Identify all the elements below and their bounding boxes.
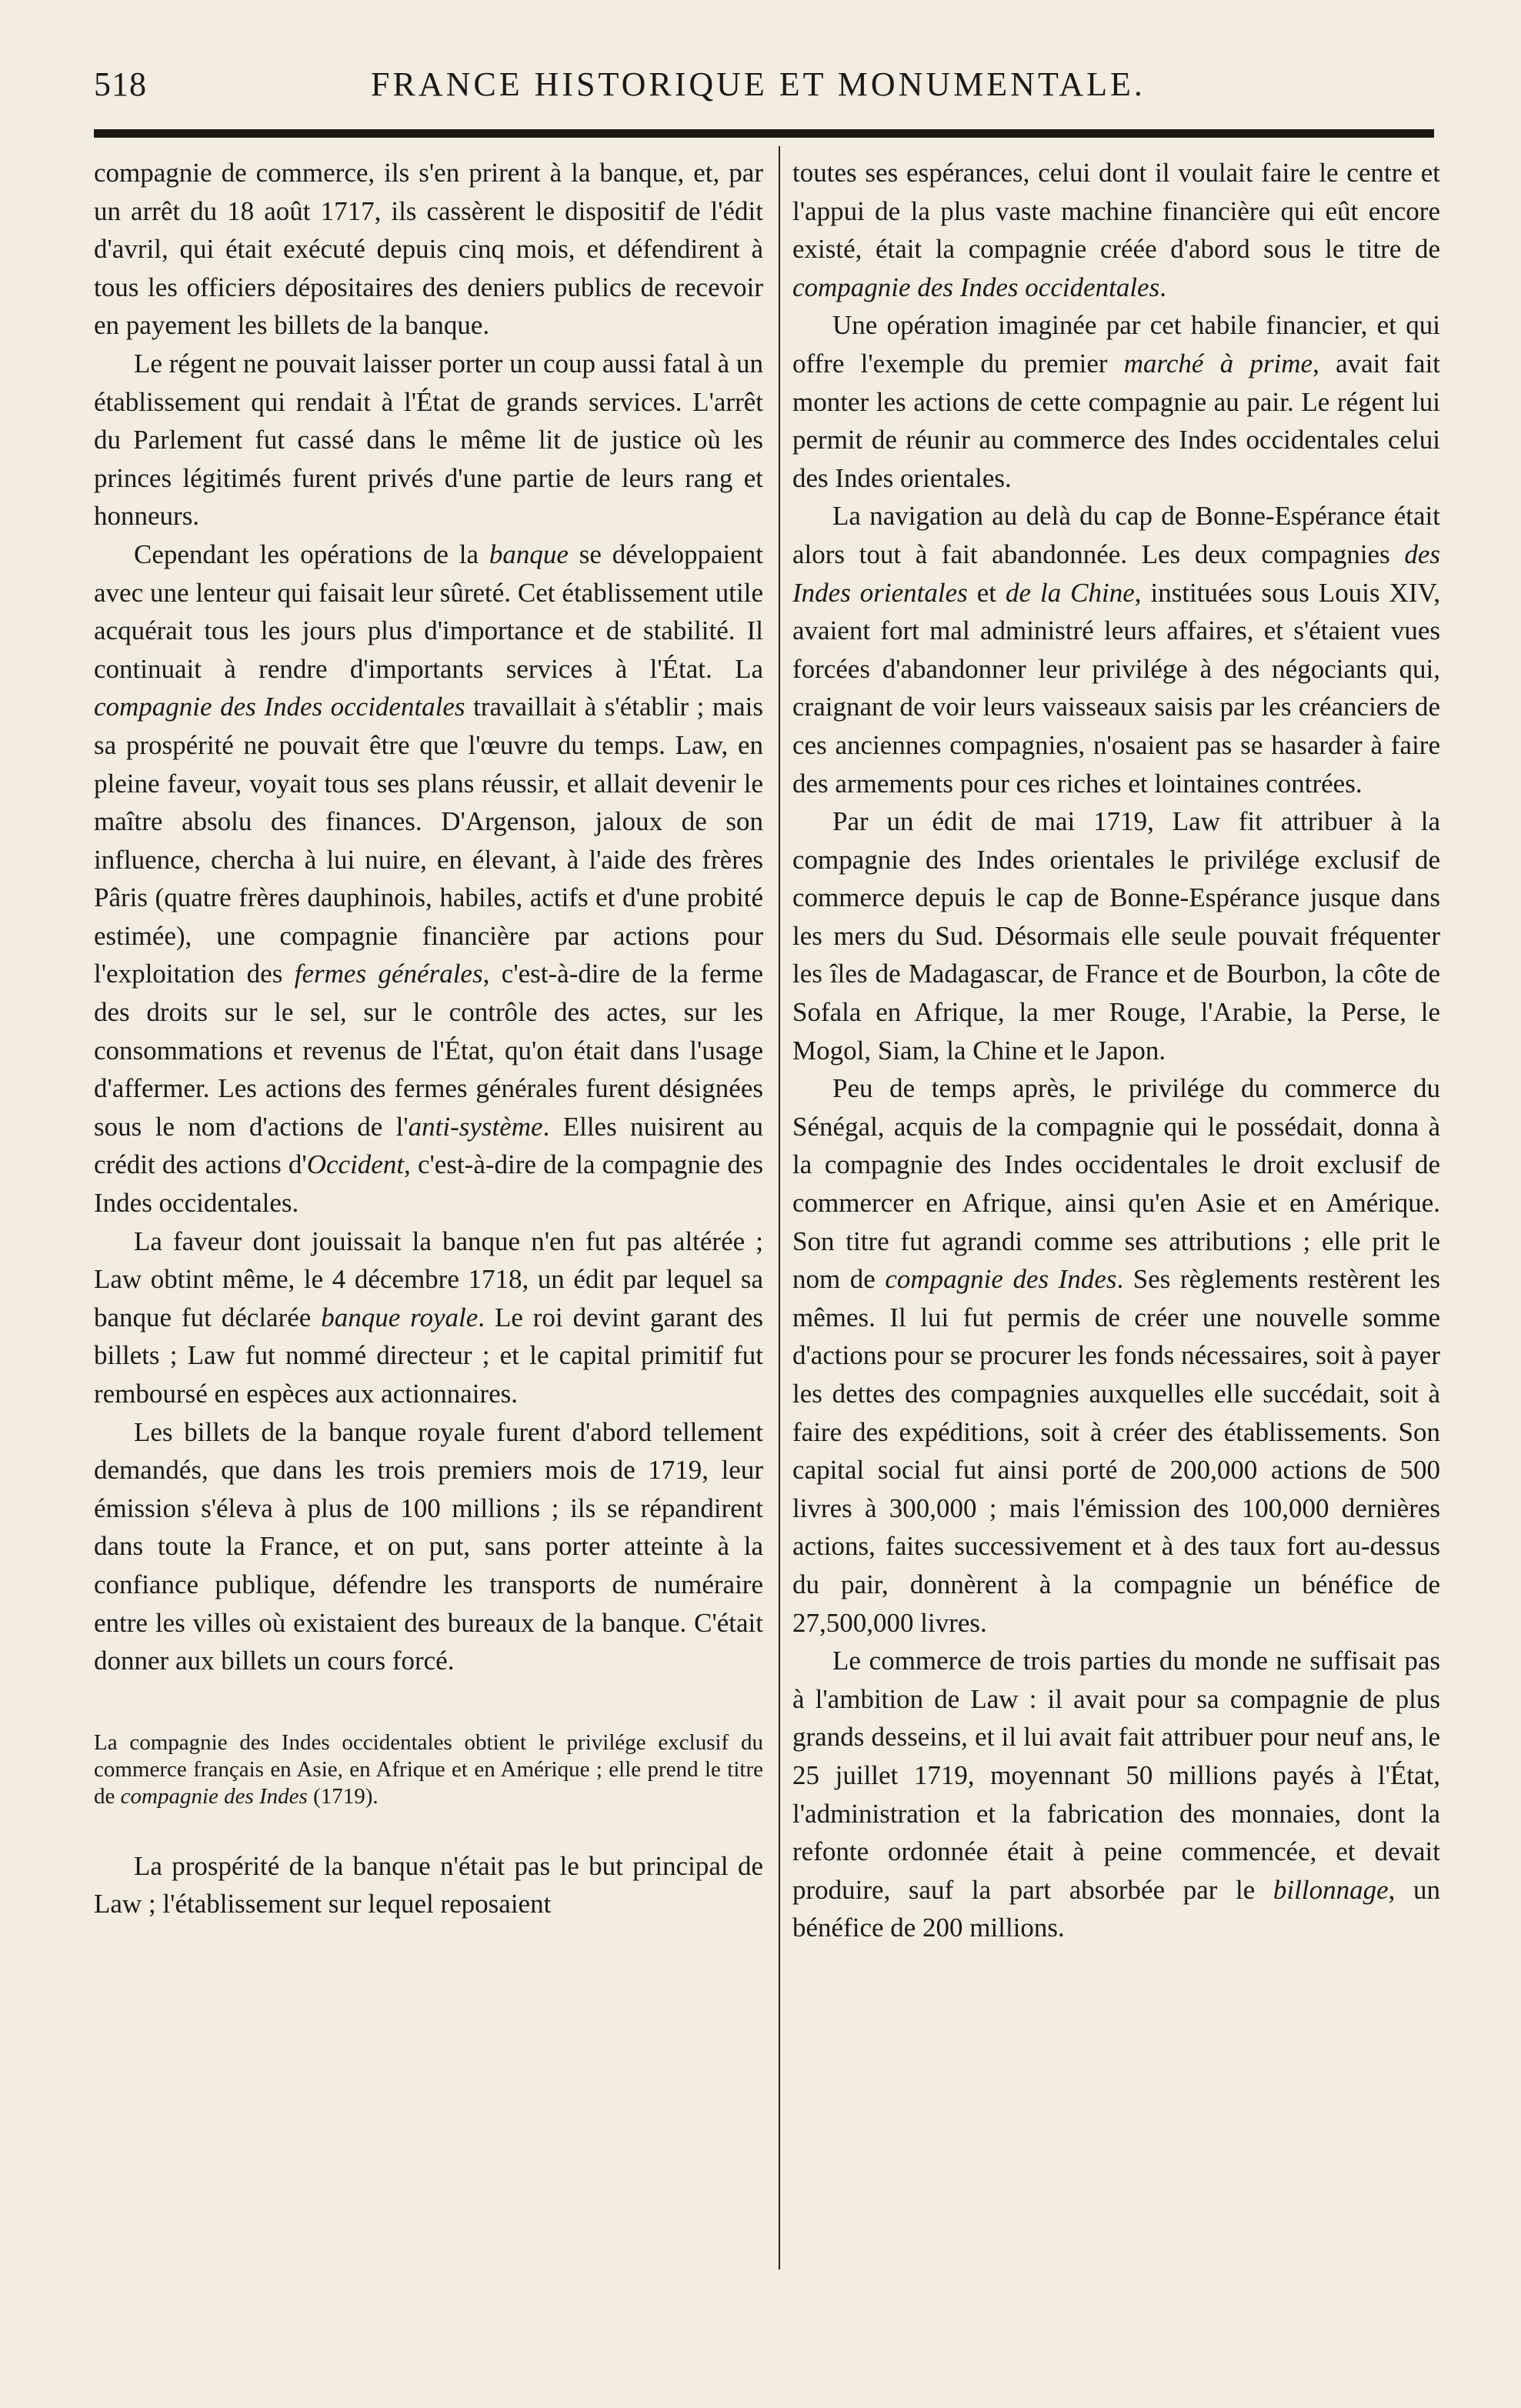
- paragraph: toutes ses espérances, celui dont il voulait faire le centre et l'appui de la plus vaste machine financière qui eût encore existé, était la compagnie créée d'abord sous le titre de compagnie des Indes occidentales.: [792, 158, 1440, 302]
- paragraph: Une opération imaginée par cet habile financier, et qui offre l'exemple du premier marché à prime, avait fait monter les actions de cette compagnie au pair. Le régent lui permit de réunir au commerce des Indes occidentales celui des Indes orientales.: [792, 310, 1441, 493]
- paragraph: La prospérité de la banque n'était pas le but principal de Law ; l'établissement sur lequel reposaient: [94, 1850, 763, 1919]
- paragraph: Cependant les opérations de la banque se développaient avec une lenteur qui faisait leur sûreté. Cet établissement utile acquérait tous les jours plus d'importance et de stabilité. Il continuait à rendre d'importants services à l'État. La compagnie des Indes occidentales travaillait à s'établir ; mais sa prospérité ne pouvait être que l'œuvre du temps. Law, en pleine faveur, voyait tous ses plans réussir, et allait devenir le maître absolu des finances. D'Argenson, jaloux de son influence, chercha à lui nuire, en élevant, à l'aide des frères Pâris (quatre frères dauphinois, habiles, actifs et d'une probité estimée), une compagnie financière par actions pour l'exploitation des fermes générales, c'est-à-dire de la ferme des droits sur le sel, sur le contrôle des actes, sur les consommations et revenus de l'État, qu'on était dans l'usage d'affermer. Les actions des fermes générales furent désignées sous le nom d'actions de l'anti-système. Elles nuisirent au crédit des actions d'Occident, c'est-à-dire de la compagnie des Indes occidentales.: [94, 539, 764, 1219]
- header-rule: [94, 129, 1434, 138]
- right-column: [792, 154, 1440, 1947]
- paragraph: Par un édit de mai 1719, Law fit attribuer à la compagnie des Indes orientales le privilége exclusif de commerce depuis le cap de Bonne-Espérance jusque dans les mers du Sud. Désormais elle seule pouvait fréquenter les îles de Madagascar, de France et de Bourbon, la côte de Sofala en Afrique, la mer Rouge, l'Arabie, la Perse, le Mogol, Siam, la Chine et le Japon.: [792, 806, 1440, 1066]
- paragraph: Le commerce de trois parties du monde ne suffisait pas à l'ambition de Law : il avait pour sa compagnie de plus grands desseins, et il lui avait fait attribuer pour neuf ans, le 25 juillet 1719, moyennant 50 millions payés à l'État, l'administration et la fabrication des monnaies, dont la refonte ordonnée était à peine commencée, et devait produire, sauf la part absorbée par le billonnage, un bénéfice de 200 millions.: [792, 1646, 1441, 1943]
- paragraph: Peu de temps après, le privilége du commerce du Sénégal, acquis de la compagnie qui le possédait, donna à la compagnie des Indes occidentales le droit exclusif de commercer en Afrique, ainsi qu'en Asie et en Amérique. Son titre fut agrandi comme ses attributions ; elle prit le nom de compagnie des Indes. Ses règlements restèrent les mêmes. Il lui fut permis de créer une nouvelle somme d'actions pour se procurer les fonds nécessaires, soit à payer les dettes des compagnies auxquelles elle succédait, soit à faire des expéditions, soit à créer des établissements. Son capital social fut ainsi porté de 200,000 actions de 500 livres à 300,000 ; mais l'émission des 100,000 dernières actions, faites successivement et à des taux fort au-dessus du pair, donnèrent à la compagnie un bénéfice de 27,500,000 livres.: [792, 1073, 1440, 1638]
- running-title: FRANCE HISTORIQUE ET MONUMENTALE.: [371, 65, 1146, 103]
- margin-summary-note: La compagnie des Indes occidentales obtient le privilége exclusif du commerce français en Asie, en Afrique et en Amérique ; elle prend le titre de compagnie des Indes (1719).: [94, 1729, 763, 1809]
- page-header: [94, 65, 1433, 118]
- left-column: [94, 154, 763, 1923]
- page-number: 518: [94, 65, 147, 103]
- paragraph: compagnie de commerce, ils s'en prirent à la banque, et, par un arrêt du 18 août 1717, ils cassèrent le dispositif de l'édit d'avril, qui était exécuté depuis cinq mois, et défendirent à tous les officiers dépositaires des deniers publics de recevoir en payement les billets de la banque.: [94, 158, 763, 341]
- paragraph: La faveur dont jouissait la banque n'en fut pas altérée ; Law obtint même, le 4 décembre 1718, un édit par lequel sa banque fut déclarée banque royale. Le roi devint garant des billets ; Law fut nommé directeur ; et le capital primitif fut remboursé en espèces aux actionnaires.: [94, 1226, 763, 1409]
- paragraph: Les billets de la banque royale furent d'abord tellement demandés, que dans les trois premiers mois de 1719, leur émission s'éleva à plus de 100 millions ; ils se répandirent dans toute la France, et on put, sans porter atteinte à la confiance publique, défendre les transports de numéraire entre les villes où existaient des bureaux de la banque. C'était donner aux billets un cours forcé.: [94, 1416, 763, 1676]
- paragraph: La navigation au delà du cap de Bonne-Espérance était alors tout à fait abandonnée. Les deux compagnies des Indes orientales et de la Chine, instituées sous Louis XIV, avaient fort mal administré leurs affaires, et s'étaient vues forcées d'abandonner leur privilége à des négociants qui, craignant de voir leurs vaisseaux saisis par les créanciers de ces anciennes compagnies, n'osaient pas se hasarder à faire des armements pour ces riches et lointaines contrées.: [792, 501, 1440, 799]
- paragraph: Le régent ne pouvait laisser porter un coup aussi fatal à un établissement qui rendait à l'État de grands services. L'arrêt du Parlement fut cassé dans le même lit de justice où les princes légitimés furent privés d'une partie de leurs rang et honneurs.: [94, 348, 763, 532]
- column-divider: [779, 146, 780, 2270]
